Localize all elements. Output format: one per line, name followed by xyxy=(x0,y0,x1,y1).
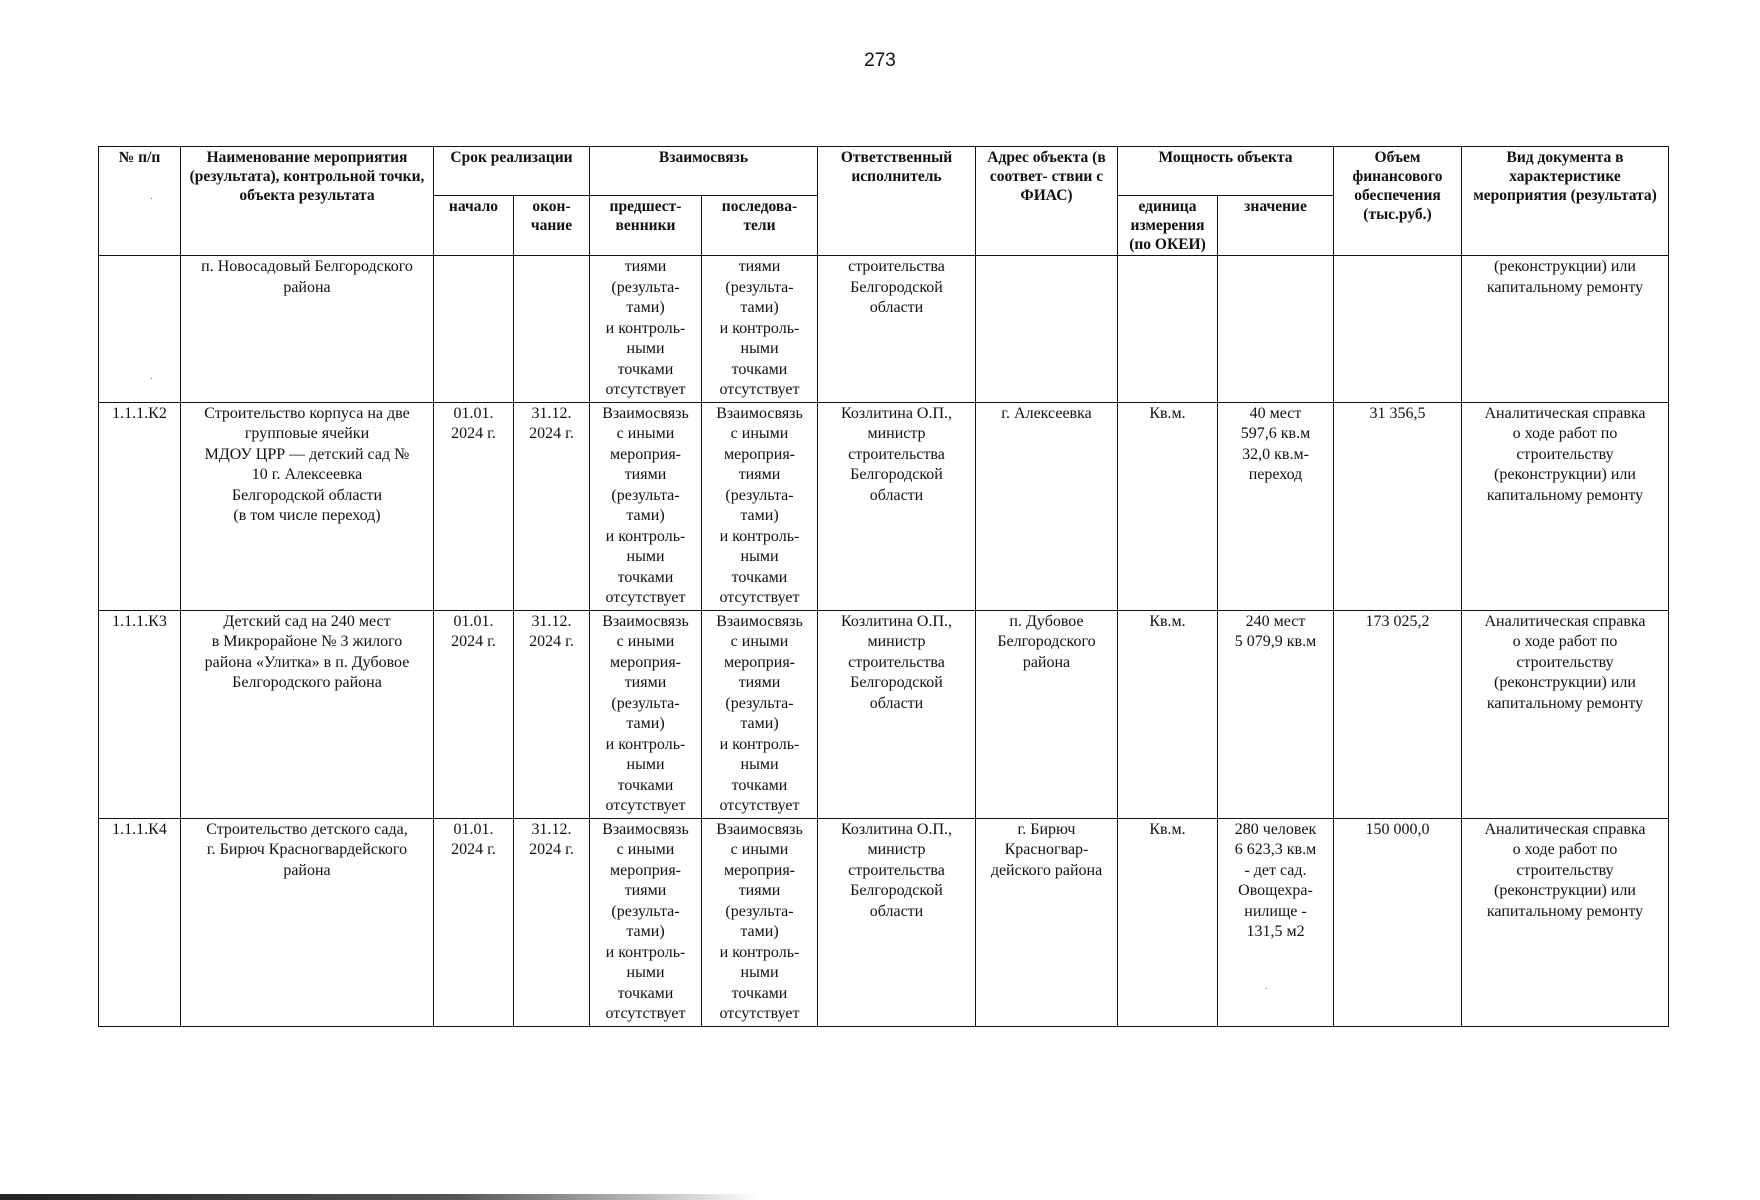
cell-end xyxy=(514,818,590,1026)
cell-predecessors-line: Взаимосвязь xyxy=(602,404,689,422)
cell-address-line: Красногвар- xyxy=(1004,841,1089,858)
header-term-end: окон- чание xyxy=(514,196,590,256)
cell-successors-line: отсутствует xyxy=(719,589,800,606)
cell-finance: 31 356,5 xyxy=(1334,402,1462,610)
scan-speck: . xyxy=(150,190,153,202)
cell-value-line: 240 мест xyxy=(1245,612,1306,630)
cell-successors-line: тиями xyxy=(738,258,781,275)
cell-doc-type-line: капитальному ремонту xyxy=(1486,278,1644,296)
cell-doc-type xyxy=(1462,402,1669,610)
cell-predecessors-line: (результа- xyxy=(611,278,680,296)
cell-successors-line: и контроль- xyxy=(719,943,800,961)
cell-doc-type-line: о ходе работ по xyxy=(1512,841,1618,858)
cell-value-line: 280 человек xyxy=(1234,820,1317,838)
cell-start-line: 2024 г. xyxy=(451,633,496,650)
cell-successors-line: отсутствует xyxy=(719,381,800,398)
cell-predecessors-line: тами) xyxy=(626,923,665,940)
cell-predecessors-line: тиями xyxy=(624,466,667,483)
cell-predecessors-line: тами) xyxy=(626,715,665,732)
cell-address xyxy=(976,402,1118,610)
cell-name-line: групповые ячейки xyxy=(244,425,370,442)
cell-predecessors-line: мероприя- xyxy=(609,445,682,463)
cell-successors xyxy=(702,402,818,610)
cell-name xyxy=(181,818,434,1026)
cell-value-line: 32,0 кв.м- xyxy=(1242,445,1309,463)
cell-value-line: - дет сад. xyxy=(1244,861,1307,879)
cell-doc-type-line: капитальному ремонту xyxy=(1486,486,1644,504)
header-doc-type: Вид документа в характеристике мероприятия (результата) xyxy=(1462,147,1669,256)
table-row-continuation xyxy=(99,256,1669,403)
cell-responsible-line: области xyxy=(869,694,924,712)
cell-value-line: переход xyxy=(1248,466,1303,483)
cell-doc-type-line: строительству xyxy=(1516,445,1614,463)
cell-successors xyxy=(702,818,818,1026)
cell-predecessors-line: с иными xyxy=(616,425,675,442)
cell-finance: 173 025,2 xyxy=(1334,610,1462,818)
cell-responsible xyxy=(818,818,976,1026)
cell-end-line: 2024 г. xyxy=(529,633,574,650)
cell-successors-line: точками xyxy=(731,776,788,794)
cell-predecessors-line: отсутствует xyxy=(605,381,686,398)
cell-name-line: района xyxy=(283,861,331,879)
cell-successors-line: тами) xyxy=(740,507,779,524)
cell-start-line: 2024 г. xyxy=(451,425,496,442)
cell-responsible-line: Белгородской xyxy=(850,674,943,691)
cell-successors-line: точками xyxy=(731,568,788,586)
cell-predecessors-line: отсутствует xyxy=(605,797,686,814)
cell-successors-line: мероприя- xyxy=(723,445,796,463)
cell-start xyxy=(434,610,514,818)
cell-responsible xyxy=(818,610,976,818)
cell-successors-line: и контроль- xyxy=(719,735,800,753)
cell-predecessors-line: ными xyxy=(626,340,665,357)
cell-doc-type-line: о ходе работ по xyxy=(1512,633,1618,650)
cell-value-line: 40 мест xyxy=(1249,404,1302,422)
cell-doc-type-line: (реконструкции) или xyxy=(1494,258,1636,275)
cell-responsible-line: области xyxy=(869,299,924,316)
header-address: Адрес объекта (в соответ- ствии с ФИАС) xyxy=(976,147,1118,256)
table-row xyxy=(99,818,1669,1026)
header-term: Срок реализации xyxy=(434,147,590,196)
cell-doc-type-line: (реконструкции) или xyxy=(1494,674,1636,691)
cell-predecessors-line: точками xyxy=(617,568,674,586)
cell-successors-line: тами) xyxy=(740,715,779,732)
cell-predecessors-line: ными xyxy=(626,756,665,773)
header-term-start: начало xyxy=(434,196,514,256)
cell-start xyxy=(434,402,514,610)
cell-responsible-line: Белгородской xyxy=(850,466,943,483)
cell-name-line: г. Бирюч Красногвардейского xyxy=(206,841,408,858)
cell-name-line: Белгородской области xyxy=(231,486,383,504)
cell-address-line: Белгородского xyxy=(997,633,1096,650)
cell-predecessors-line: (результа- xyxy=(611,694,680,712)
cell-responsible-line: министр xyxy=(867,425,926,442)
table-header xyxy=(99,147,1669,256)
cell-end-line: 31.12. xyxy=(531,820,572,838)
cell-value-line: нилище - xyxy=(1244,902,1307,920)
cell-responsible-line: Козлитина О.П., xyxy=(840,404,953,422)
cell-successors-line: ными xyxy=(740,340,779,357)
cell-name-line: МДОУ ЦРР — детский сад № xyxy=(204,445,410,463)
header-capacity: Мощность объекта xyxy=(1118,147,1334,196)
header-relation: Взаимосвязь xyxy=(590,147,818,196)
cell-responsible-line: области xyxy=(869,486,924,504)
cell-successors-line: Взаимосвязь xyxy=(716,612,803,630)
cell-address-line: района xyxy=(1022,653,1071,671)
cell-name-line: (в том числе переход) xyxy=(233,507,381,524)
cell-successors-line: (результа- xyxy=(725,278,794,296)
cell-name xyxy=(181,256,434,403)
cell-doc-type-line: капитальному ремонту xyxy=(1486,694,1644,712)
cell-successors-line: (результа- xyxy=(725,902,794,920)
cell-responsible-line: строительства xyxy=(848,445,945,463)
cell-doc-type-line: строительству xyxy=(1516,861,1614,879)
table-row xyxy=(99,610,1669,818)
cell-predecessors-line: мероприя- xyxy=(609,653,682,671)
cell-end-line: 2024 г. xyxy=(529,425,574,442)
cell-num: 1.1.1.К2 xyxy=(99,402,181,610)
cell-end xyxy=(514,610,590,818)
cell-end xyxy=(514,256,590,403)
cell-doc-type xyxy=(1462,610,1669,818)
cell-doc-type-line: (реконструкции) или xyxy=(1494,466,1636,483)
cell-value xyxy=(1218,610,1334,818)
table-body xyxy=(99,256,1669,1027)
cell-successors-line: Взаимосвязь xyxy=(716,404,803,422)
cell-successors-line: (результа- xyxy=(725,694,794,712)
cell-successors-line: отсутствует xyxy=(719,1005,800,1022)
header-responsible: Ответственный исполнитель xyxy=(818,147,976,256)
cell-predecessors-line: точками xyxy=(617,360,674,378)
cell-predecessors-line: (результа- xyxy=(611,902,680,920)
cell-value-line: 597,6 кв.м xyxy=(1240,425,1311,442)
cell-predecessors-line: с иными xyxy=(616,841,675,858)
cell-predecessors-line: тиями xyxy=(624,674,667,691)
cell-name-line: района xyxy=(283,278,331,296)
cell-responsible-line: строительства xyxy=(848,258,945,275)
cell-name-line: Строительство детского сада, xyxy=(206,820,408,838)
cell-name xyxy=(181,402,434,610)
cell-value-line: 131,5 м2 xyxy=(1246,923,1305,940)
cell-predecessors-line: тами) xyxy=(626,507,665,524)
cell-unit xyxy=(1118,256,1218,403)
cell-successors-line: (результа- xyxy=(725,486,794,504)
header-unit: единица измерения (по ОКЕИ) xyxy=(1118,196,1218,256)
header-value: значение xyxy=(1218,196,1334,256)
cell-start-line: 01.01. xyxy=(453,404,494,422)
cell-successors-line: тами) xyxy=(740,299,779,316)
cell-start xyxy=(434,818,514,1026)
cell-start xyxy=(434,256,514,403)
cell-responsible-line: строительства xyxy=(848,861,945,879)
cell-successors xyxy=(702,256,818,403)
activities-table xyxy=(98,146,1669,1027)
cell-successors-line: ными xyxy=(740,756,779,773)
cell-successors-line: ными xyxy=(740,964,779,981)
cell-value xyxy=(1218,256,1334,403)
cell-successors-line: с иными xyxy=(730,633,789,650)
cell-responsible xyxy=(818,402,976,610)
cell-end-line: 2024 г. xyxy=(529,841,574,858)
cell-doc-type-line: капитальному ремонту xyxy=(1486,902,1644,920)
cell-responsible-line: Козлитина О.П., xyxy=(840,612,953,630)
header-finance: Объем финансового обеспечения (тыс.руб.) xyxy=(1334,147,1462,256)
cell-predecessors xyxy=(590,610,702,818)
scan-speck: . xyxy=(1265,980,1268,992)
cell-name-line: Строительство корпуса на две xyxy=(204,404,410,422)
cell-predecessors-line: тами) xyxy=(626,299,665,316)
cell-name-line: Белгородского района xyxy=(232,674,382,691)
cell-successors-line: точками xyxy=(731,360,788,378)
cell-doc-type-line: (реконструкции) или xyxy=(1494,882,1636,899)
cell-successors-line: Взаимосвязь xyxy=(716,820,803,838)
cell-finance xyxy=(1334,256,1462,403)
cell-responsible-line: министр xyxy=(867,841,926,858)
cell-predecessors-line: ными xyxy=(626,964,665,981)
cell-address-line: г. Бирюч xyxy=(1017,820,1076,838)
cell-address xyxy=(976,818,1118,1026)
cell-responsible-line: области xyxy=(869,902,924,920)
cell-successors-line: тиями xyxy=(738,466,781,483)
cell-responsible-line: строительства xyxy=(848,653,945,671)
cell-successors-line: тиями xyxy=(738,882,781,899)
cell-predecessors-line: отсутствует xyxy=(605,589,686,606)
cell-successors-line: тами) xyxy=(740,923,779,940)
cell-value-line: Овощехра- xyxy=(1238,882,1313,899)
cell-predecessors-line: тиями xyxy=(624,882,667,899)
cell-predecessors xyxy=(590,402,702,610)
cell-predecessors-line: и контроль- xyxy=(605,319,686,337)
cell-doc-type-line: Аналитическая справка xyxy=(1484,612,1646,630)
cell-responsible-line: Белгородской xyxy=(850,278,943,296)
cell-predecessors-line: и контроль- xyxy=(605,735,686,753)
cell-name-line: Детский сад на 240 мест xyxy=(223,612,391,630)
cell-end-line: 31.12. xyxy=(531,612,572,630)
cell-name-line: района «Улитка» в п. Дубовое xyxy=(204,653,410,671)
cell-predecessors xyxy=(590,818,702,1026)
cell-predecessors-line: Взаимосвязь xyxy=(602,820,689,838)
cell-successors-line: мероприя- xyxy=(723,653,796,671)
cell-value xyxy=(1218,402,1334,610)
cell-unit: Кв.м. xyxy=(1118,402,1218,610)
scan-speck: . xyxy=(150,370,153,382)
cell-address xyxy=(976,610,1118,818)
cell-successors-line: и контроль- xyxy=(719,319,800,337)
cell-successors-line: отсутствует xyxy=(719,797,800,814)
cell-doc-type-line: строительству xyxy=(1516,653,1614,671)
cell-unit: Кв.м. xyxy=(1118,610,1218,818)
page-number: 273 xyxy=(864,50,896,71)
header-successors: последова- тели xyxy=(702,196,818,256)
cell-predecessors-line: ными xyxy=(626,548,665,565)
cell-value-line: 6 623,3 кв.м xyxy=(1234,841,1317,858)
cell-value xyxy=(1218,818,1334,1026)
cell-predecessors-line: (результа- xyxy=(611,486,680,504)
cell-responsible xyxy=(818,256,976,403)
table-row xyxy=(99,402,1669,610)
header-num: № п/п xyxy=(99,147,181,256)
cell-doc-type xyxy=(1462,818,1669,1026)
cell-value-line: 5 079,9 кв.м xyxy=(1234,633,1317,650)
cell-finance: 150 000,0 xyxy=(1334,818,1462,1026)
cell-responsible-line: Белгородской xyxy=(850,882,943,899)
scan-edge-strip xyxy=(0,1194,760,1200)
cell-name-line: в Микрорайоне № 3 жилого xyxy=(211,633,403,650)
cell-start-line: 01.01. xyxy=(453,612,494,630)
cell-successors xyxy=(702,610,818,818)
cell-address-line: дейского района xyxy=(990,861,1103,879)
cell-num xyxy=(99,256,181,403)
cell-num: 1.1.1.К4 xyxy=(99,818,181,1026)
cell-doc-type-line: Аналитическая справка xyxy=(1484,820,1646,838)
cell-predecessors xyxy=(590,256,702,403)
cell-doc-type xyxy=(1462,256,1669,403)
cell-predecessors-line: отсутствует xyxy=(605,1005,686,1022)
cell-name-line: 10 г. Алексеевка xyxy=(251,466,363,483)
cell-doc-type-line: о ходе работ по xyxy=(1512,425,1618,442)
cell-doc-type-line: Аналитическая справка xyxy=(1484,404,1646,422)
cell-predecessors-line: с иными xyxy=(616,633,675,650)
cell-name-line: п. Новосадовый Белгородского xyxy=(201,258,413,275)
cell-responsible-line: Козлитина О.П., xyxy=(840,820,953,838)
cell-name xyxy=(181,610,434,818)
cell-predecessors-line: и контроль- xyxy=(605,527,686,545)
cell-predecessors-line: точками xyxy=(617,776,674,794)
cell-address xyxy=(976,256,1118,403)
cell-responsible-line: министр xyxy=(867,633,926,650)
header-predecessors: предшест- венники xyxy=(590,196,702,256)
cell-num: 1.1.1.К3 xyxy=(99,610,181,818)
cell-predecessors-line: мероприя- xyxy=(609,861,682,879)
cell-successors-line: точками xyxy=(731,984,788,1002)
cell-successors-line: с иными xyxy=(730,841,789,858)
cell-end xyxy=(514,402,590,610)
header-name: Наименование мероприятия (результата), контрольной точки, объекта результата xyxy=(181,147,434,256)
cell-address-line: г. Алексеевка xyxy=(1001,404,1092,422)
cell-successors-line: тиями xyxy=(738,674,781,691)
cell-address-line: п. Дубовое xyxy=(1009,612,1084,630)
cell-predecessors-line: тиями xyxy=(624,258,667,275)
cell-end-line: 31.12. xyxy=(531,404,572,422)
cell-start-line: 2024 г. xyxy=(451,841,496,858)
cell-successors-line: и контроль- xyxy=(719,527,800,545)
cell-unit: Кв.м. xyxy=(1118,818,1218,1026)
cell-predecessors-line: точками xyxy=(617,984,674,1002)
cell-successors-line: с иными xyxy=(730,425,789,442)
cell-predecessors-line: Взаимосвязь xyxy=(602,612,689,630)
cell-successors-line: ными xyxy=(740,548,779,565)
cell-successors-line: мероприя- xyxy=(723,861,796,879)
cell-predecessors-line: и контроль- xyxy=(605,943,686,961)
cell-start-line: 01.01. xyxy=(453,820,494,838)
